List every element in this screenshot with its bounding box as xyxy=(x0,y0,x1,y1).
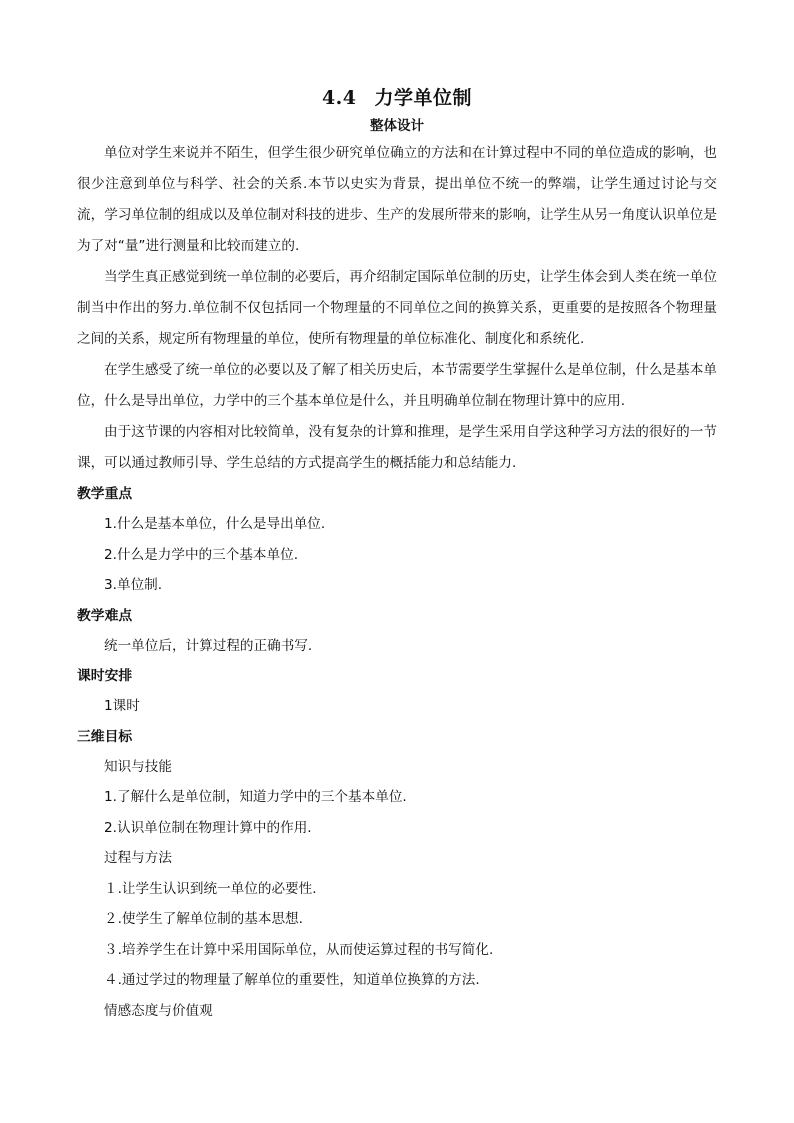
objective-label-process: 过程与方法 xyxy=(104,850,172,866)
knowledge-item: 2.认识单位制在物理计算中的作用. xyxy=(104,819,312,836)
section-title: 力学单位制 xyxy=(374,87,473,109)
page-title xyxy=(77,84,717,112)
objective-label-emotion: 情感态度与价值观 xyxy=(104,1002,213,1019)
schedule-item: 1课时 xyxy=(104,698,140,714)
section-number: 4.4 xyxy=(321,87,357,109)
key-point-item: 1.什么是基本单位，什么是导出单位. xyxy=(104,516,326,532)
process-item: ３.培养学生在计算中采用国际单位，从而使运算过程的书写简化. xyxy=(104,941,494,958)
objective-label-knowledge: 知识与技能 xyxy=(104,758,172,775)
process-item: ４.通过学过的物理量了解单位的重要性，知道单位换算的方法. xyxy=(104,972,480,988)
heading-schedule: 课时安排 xyxy=(77,668,133,684)
difficulty-item: 统一单位后，计算过程的正确书写. xyxy=(104,637,313,654)
key-point-item: 3.单位制. xyxy=(104,577,163,593)
heading-objectives: 三维目标 xyxy=(77,728,133,745)
key-point-item: 2.什么是力学中的三个基本单位. xyxy=(104,546,299,563)
heading-difficulties: 教学难点 xyxy=(77,607,133,624)
intro-paragraph-3: 在学生感受了统一单位的必要以及了解了相关历史后，本节需要学生掌握什么是单位制，什么是基本单位，什么是导出单位，力学中的三个基本单位是什么，并且明确单位制在物理计算中的应用. xyxy=(77,362,717,409)
heading-key-points: 教学重点 xyxy=(77,486,133,502)
subtitle-overall-design: 整体设计 xyxy=(370,118,424,134)
process-item: ２.使学生了解单位制的基本思想. xyxy=(104,911,303,927)
intro-paragraph-1: 单位对学生来说并不陌生，但学生很少研究单位确立的方法和在计算过程中不同的单位造成的影响，也很少注意到单位与科学、社会的关系.本节以史实为背景，提出单位不统一的弊端，让学生通过讨论与交流，学习单位制的组成以及单位制对科技的进步、生产的发展所带来的影响，让学生从另一角度认识单位是为了对“量”进行测量和比较而建立的. xyxy=(77,145,717,254)
intro-paragraph-4: 由于这节课的内容相对比较简单，没有复杂的计算和推理，是学生采用自学这种学习方法的很好的一节课，可以通过教师引导、学生总结的方式提高学生的概括能力和总结能力. xyxy=(77,424,717,471)
document-body xyxy=(77,84,717,1026)
intro-paragraph-2: 当学生真正感觉到统一单位制的必要后，再介绍制定国际单位制的历史，让学生体会到人类在统一单位制当中作出的努力.单位制不仅包括同一个物理量的不同单位之间的换算关系，更重要的是按照各个物理量之间的关系，规定所有物理量的单位，使所有物理量的单位标准化、制度化和系统化. xyxy=(77,269,717,347)
knowledge-item: 1.了解什么是单位制，知道力学中的三个基本单位. xyxy=(104,789,407,805)
process-item: １.让学生认识到统一单位的必要性. xyxy=(104,880,317,897)
